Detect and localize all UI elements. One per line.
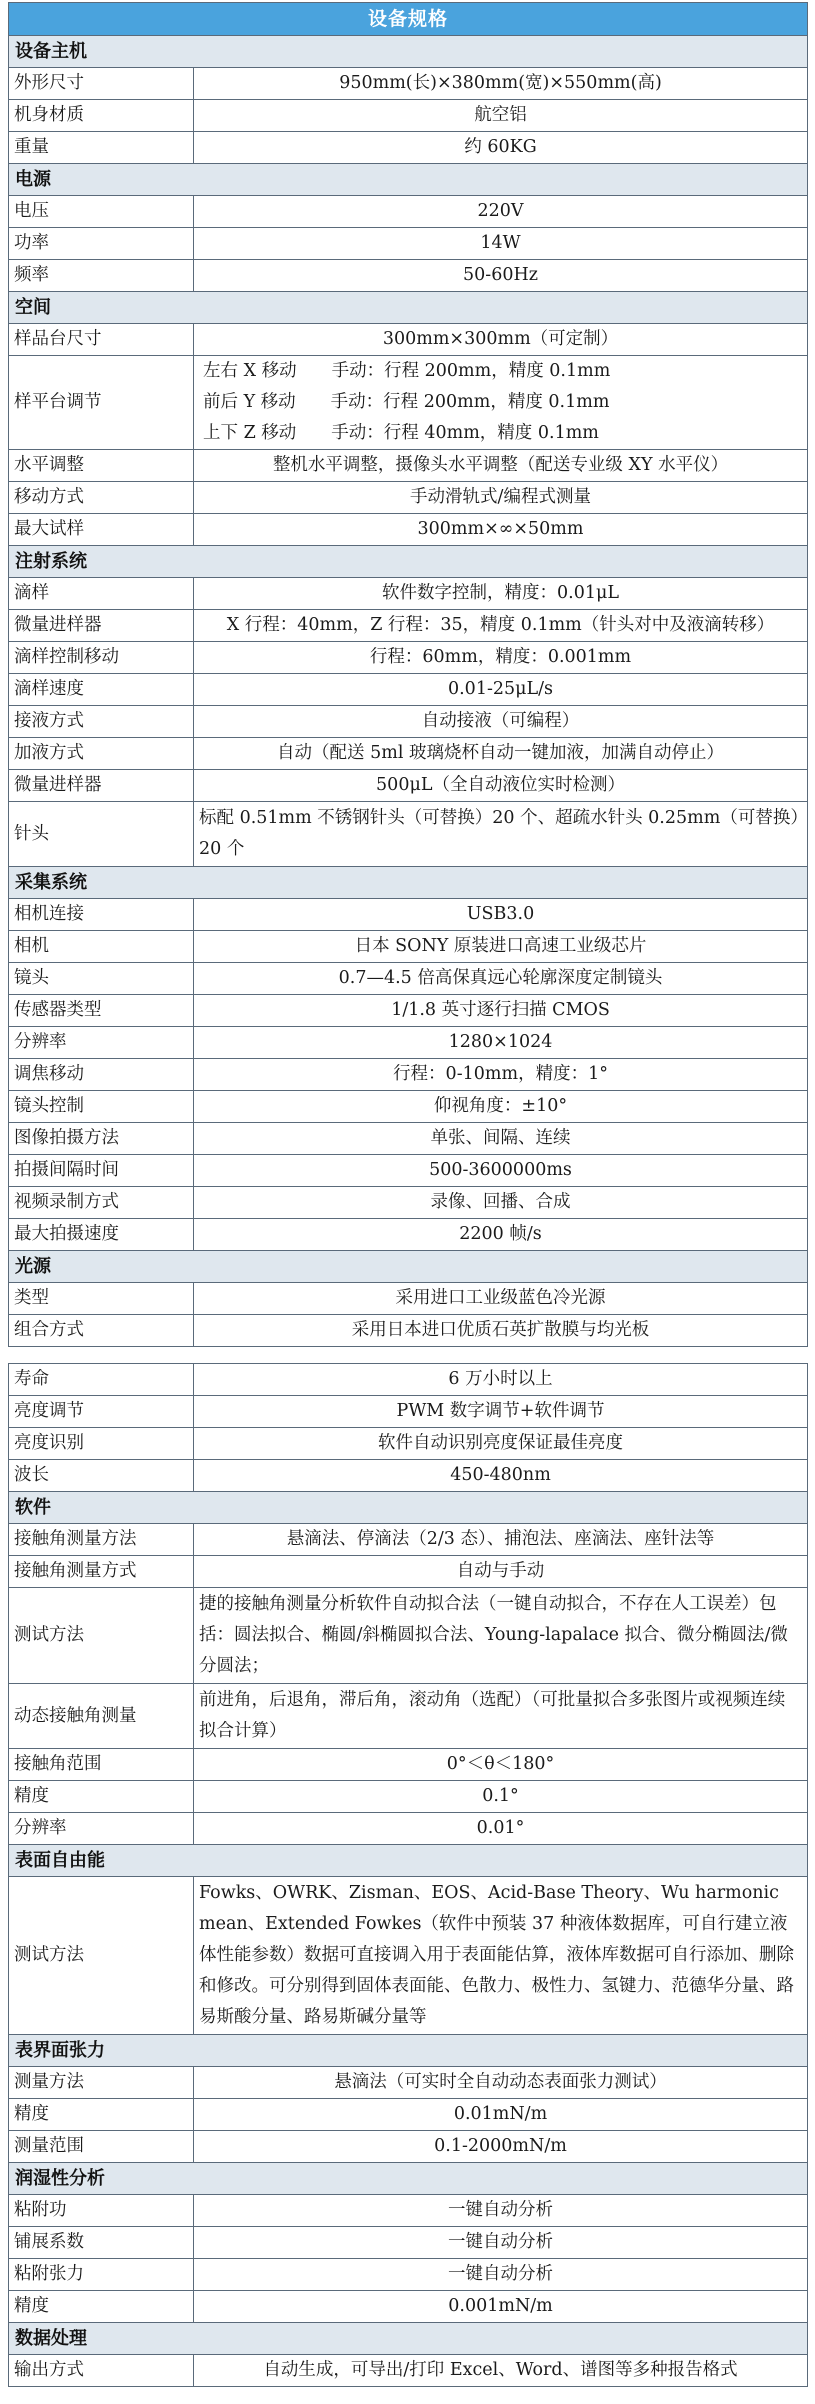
spec-value: 2200 帧/s <box>194 1219 808 1251</box>
table-row <box>9 738 808 770</box>
spec-value: 行程：60mm，精度：0.001mm <box>194 642 808 674</box>
table-row <box>9 1749 808 1781</box>
section-row <box>9 2163 808 2195</box>
table-row <box>9 356 808 450</box>
spec-value-line: 前后 Y 移动 手动：行程 200mm，精度 0.1mm <box>203 392 610 412</box>
spec-value: 0°＜θ＜180° <box>194 1749 808 1781</box>
spec-key: 相机连接 <box>9 899 194 931</box>
section-heading: 光源 <box>9 1251 808 1283</box>
table-row <box>9 1396 808 1428</box>
spec-value-line: 上下 Z 移动 手动：行程 40mm，精度 0.1mm <box>203 423 599 443</box>
spec-table-1 <box>8 2 808 1347</box>
table-row <box>9 1877 808 2035</box>
spec-key: 针头 <box>9 802 194 867</box>
spec-key: 测量方法 <box>9 2067 194 2099</box>
spec-key: 精度 <box>9 2291 194 2323</box>
spec-key: 重量 <box>9 132 194 164</box>
spec-value: 一键自动分析 <box>194 2227 808 2259</box>
section-row <box>9 2035 808 2067</box>
spec-value: 14W <box>194 228 808 260</box>
spec-key: 粘附功 <box>9 2195 194 2227</box>
table-row <box>9 995 808 1027</box>
spec-value: 采用进口工业级蓝色冷光源 <box>194 1283 808 1315</box>
table-row <box>9 2099 808 2131</box>
spec-value: 0.7—4.5 倍高保真远心轮廓深度定制镜头 <box>194 963 808 995</box>
spec-key: 滴样控制移动 <box>9 642 194 674</box>
spec-key: 拍摄间隔时间 <box>9 1155 194 1187</box>
table-row <box>9 1283 808 1315</box>
table-row <box>9 931 808 963</box>
table-row <box>9 1219 808 1251</box>
spec-key: 功率 <box>9 228 194 260</box>
table-row <box>9 802 808 867</box>
spec-key: 机身材质 <box>9 100 194 132</box>
spec-key: 精度 <box>9 2099 194 2131</box>
spec-value: 采用日本进口优质石英扩散膜与均光板 <box>194 1315 808 1347</box>
table-row <box>9 1315 808 1347</box>
table-row <box>9 642 808 674</box>
spec-key: 镜头 <box>9 963 194 995</box>
table-row <box>9 100 808 132</box>
table-row <box>9 2227 808 2259</box>
spec-value: 前进角，后退角，滞后角，滚动角（选配）（可批量拟合多张图片或视频连续拟合计算） <box>194 1684 808 1749</box>
spec-key: 输出方式 <box>9 2355 194 2387</box>
table-row <box>9 196 808 228</box>
spec-value: 单张、间隔、连续 <box>194 1123 808 1155</box>
spec-value: 0.001mN/m <box>194 2291 808 2323</box>
spec-key: 相机 <box>9 931 194 963</box>
table-row <box>9 1364 808 1396</box>
spec-value: PWM 数字调节+软件调节 <box>194 1396 808 1428</box>
title-row <box>9 3 808 36</box>
table-row <box>9 260 808 292</box>
spec-value: Fowks、OWRK、Zisman、EOS、Acid-Base Theory、Wu harmonic mean、Extended Fowkes（软件中预装 37 种液体数据库，可自行建立液体性能参数）数据可直接调入用于表面能估算，液体库数据可自行添加、删除和修改。可分别得到固体表面能、色散力、极性力、氢键力、范德华分量、路易斯酸分量、路易斯碱分量等 <box>194 1877 808 2035</box>
spec-value: 0.01-25μL/s <box>194 674 808 706</box>
section-heading: 采集系统 <box>9 867 808 899</box>
table-row <box>9 578 808 610</box>
spec-value: 手动滑轨式/编程式测量 <box>194 482 808 514</box>
spec-key: 图像拍摄方法 <box>9 1123 194 1155</box>
spec-key: 滴样速度 <box>9 674 194 706</box>
spec-value: 自动与手动 <box>194 1556 808 1588</box>
spec-value: 航空铝 <box>194 100 808 132</box>
spec-value: 1/1.8 英寸逐行扫描 CMOS <box>194 995 808 1027</box>
spec-value: 500-3600000ms <box>194 1155 808 1187</box>
spec-key: 调焦移动 <box>9 1059 194 1091</box>
section-row <box>9 2323 808 2355</box>
table-row <box>9 1155 808 1187</box>
spec-value: USB3.0 <box>194 899 808 931</box>
section-heading: 表界面张力 <box>9 2035 808 2067</box>
table-row <box>9 963 808 995</box>
table-row <box>9 1091 808 1123</box>
spec-key: 测试方法 <box>9 1877 194 2035</box>
spec-key: 接触角范围 <box>9 1749 194 1781</box>
spec-sheet <box>8 2 807 2387</box>
table-row <box>9 1187 808 1219</box>
spec-key: 动态接触角测量 <box>9 1684 194 1749</box>
spec-key: 传感器类型 <box>9 995 194 1027</box>
spec-value: 50-60Hz <box>194 260 808 292</box>
spec-key: 分辨率 <box>9 1027 194 1059</box>
table-row <box>9 1123 808 1155</box>
spec-key: 移动方式 <box>9 482 194 514</box>
spec-value: 自动（配送 5ml 玻璃烧杯自动一键加液，加满自动停止） <box>194 738 808 770</box>
spec-key: 测量范围 <box>9 2131 194 2163</box>
section-heading: 电源 <box>9 164 808 196</box>
spec-key: 粘附张力 <box>9 2259 194 2291</box>
table-row <box>9 1059 808 1091</box>
spec-value: 500μL（全自动液位实时检测） <box>194 770 808 802</box>
table-row <box>9 2131 808 2163</box>
table-row <box>9 706 808 738</box>
table-row <box>9 674 808 706</box>
section-heading: 空间 <box>9 292 808 324</box>
table-row <box>9 514 808 546</box>
spec-value: 录像、回播、合成 <box>194 1187 808 1219</box>
table-row <box>9 1781 808 1813</box>
table-row <box>9 2195 808 2227</box>
page-gap <box>8 1347 807 1363</box>
spec-key: 样平台调节 <box>9 356 194 450</box>
spec-value: 仰视角度：±10° <box>194 1091 808 1123</box>
section-heading: 表面自由能 <box>9 1845 808 1877</box>
spec-value: 悬滴法、停滴法（2/3 态）、捕泡法、座滴法、座针法等 <box>194 1524 808 1556</box>
spec-value: 300mm×∞×50mm <box>194 514 808 546</box>
section-row <box>9 1492 808 1524</box>
spec-block-1 <box>8 2 807 1347</box>
spec-value: 950mm(长)×380mm(宽)×550mm(高) <box>194 68 808 100</box>
spec-key: 接触角测量方法 <box>9 1524 194 1556</box>
table-row <box>9 482 808 514</box>
table-row <box>9 1684 808 1749</box>
spec-value: 悬滴法（可实时全自动动态表面张力测试） <box>194 2067 808 2099</box>
spec-key: 加液方式 <box>9 738 194 770</box>
spec-value: 软件数字控制，精度：0.01μL <box>194 578 808 610</box>
table-row <box>9 1524 808 1556</box>
spec-key: 铺展系数 <box>9 2227 194 2259</box>
section-row <box>9 164 808 196</box>
spec-key: 视频录制方式 <box>9 1187 194 1219</box>
spec-key: 分辨率 <box>9 1813 194 1845</box>
spec-key: 频率 <box>9 260 194 292</box>
spec-value: 450-480nm <box>194 1460 808 1492</box>
table-row <box>9 1556 808 1588</box>
spec-value <box>194 356 808 450</box>
spec-key: 组合方式 <box>9 1315 194 1347</box>
section-row <box>9 1251 808 1283</box>
table-row <box>9 2355 808 2387</box>
table-row <box>9 2067 808 2099</box>
spec-key: 微量进样器 <box>9 770 194 802</box>
table-row <box>9 228 808 260</box>
spec-key: 亮度识别 <box>9 1428 194 1460</box>
spec-key: 接触角测量方式 <box>9 1556 194 1588</box>
spec-block-2 <box>8 1363 807 2387</box>
table-row <box>9 132 808 164</box>
spec-key: 最大试样 <box>9 514 194 546</box>
spec-key: 外形尺寸 <box>9 68 194 100</box>
table-title: 设备规格 <box>9 3 808 36</box>
section-heading: 软件 <box>9 1492 808 1524</box>
table-row <box>9 1813 808 1845</box>
table-row <box>9 1027 808 1059</box>
table-row <box>9 450 808 482</box>
spec-value: 自动接液（可编程） <box>194 706 808 738</box>
table-row <box>9 1428 808 1460</box>
spec-value: 6 万小时以上 <box>194 1364 808 1396</box>
spec-key: 亮度调节 <box>9 1396 194 1428</box>
spec-value: 220V <box>194 196 808 228</box>
section-row <box>9 546 808 578</box>
spec-key: 寿命 <box>9 1364 194 1396</box>
section-row <box>9 1845 808 1877</box>
table-row <box>9 1460 808 1492</box>
spec-value: 捷的接触角测量分析软件自动拟合法（一键自动拟合，不存在人工误差）包括：圆法拟合、椭圆/斜椭圆拟合法、Young-lapalace 拟合、微分椭圆法/微分圆法； <box>194 1588 808 1684</box>
spec-value: 0.01° <box>194 1813 808 1845</box>
table-row <box>9 770 808 802</box>
spec-value: 300mm×300mm（可定制） <box>194 324 808 356</box>
spec-value: 1280×1024 <box>194 1027 808 1059</box>
table-row <box>9 610 808 642</box>
spec-key: 电压 <box>9 196 194 228</box>
spec-value: 0.1-2000mN/m <box>194 2131 808 2163</box>
section-row <box>9 292 808 324</box>
spec-key: 微量进样器 <box>9 610 194 642</box>
table-row <box>9 1588 808 1684</box>
spec-key: 测试方法 <box>9 1588 194 1684</box>
table-row <box>9 2291 808 2323</box>
spec-value: 软件自动识别亮度保证最佳亮度 <box>194 1428 808 1460</box>
spec-value: X 行程：40mm，Z 行程：35，精度 0.1mm（针头对中及液滴转移） <box>194 610 808 642</box>
spec-key: 镜头控制 <box>9 1091 194 1123</box>
section-heading: 润湿性分析 <box>9 2163 808 2195</box>
spec-value: 行程：0-10mm，精度：1° <box>194 1059 808 1091</box>
spec-value: 0.1° <box>194 1781 808 1813</box>
section-heading: 设备主机 <box>9 36 808 68</box>
section-row <box>9 867 808 899</box>
table-row <box>9 324 808 356</box>
spec-key: 波长 <box>9 1460 194 1492</box>
spec-value: 自动生成，可导出/打印 Excel、Word、谱图等多种报告格式 <box>194 2355 808 2387</box>
spec-key: 水平调整 <box>9 450 194 482</box>
spec-key: 样品台尺寸 <box>9 324 194 356</box>
section-heading: 注射系统 <box>9 546 808 578</box>
spec-key: 类型 <box>9 1283 194 1315</box>
section-row <box>9 36 808 68</box>
spec-key: 接液方式 <box>9 706 194 738</box>
spec-value: 约 60KG <box>194 132 808 164</box>
table-row <box>9 899 808 931</box>
spec-value: 整机水平调整，摄像头水平调整（配送专业级 XY 水平仪） <box>194 450 808 482</box>
table-row <box>9 2259 808 2291</box>
spec-key: 滴样 <box>9 578 194 610</box>
spec-table-2 <box>8 1363 808 2387</box>
spec-value-line: 左右 X 移动 手动：行程 200mm，精度 0.1mm <box>203 361 611 381</box>
spec-value: 日本 SONY 原装进口高速工业级芯片 <box>194 931 808 963</box>
spec-value: 一键自动分析 <box>194 2259 808 2291</box>
spec-value: 标配 0.51mm 不锈钢针头（可替换）20 个、超疏水针头 0.25mm（可替换）20 个 <box>194 802 808 867</box>
spec-key: 精度 <box>9 1781 194 1813</box>
table-row <box>9 68 808 100</box>
spec-value: 0.01mN/m <box>194 2099 808 2131</box>
spec-key: 最大拍摄速度 <box>9 1219 194 1251</box>
section-heading: 数据处理 <box>9 2323 808 2355</box>
spec-value: 一键自动分析 <box>194 2195 808 2227</box>
